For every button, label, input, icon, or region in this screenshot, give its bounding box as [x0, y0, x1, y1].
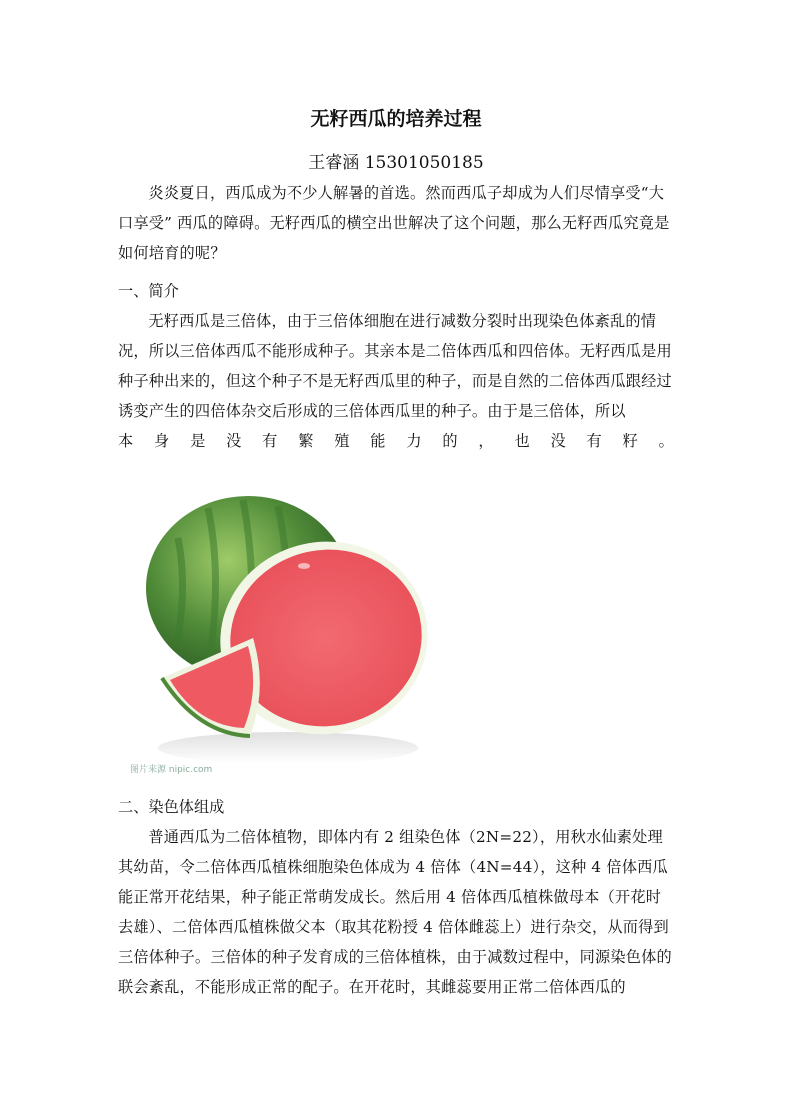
justified-last-line: 本身是没有繁殖能力的，也没有籽。	[118, 432, 674, 450]
document-title: 无籽西瓜的培养过程	[310, 108, 482, 130]
water-droplet	[298, 563, 310, 569]
image-watermark: 图片来源 nipic.com	[130, 765, 213, 775]
section-heading: 一、简介	[118, 282, 179, 300]
paragraph-text: 无籽西瓜是三倍体，由于三倍体细胞在进行减数分裂时出现染色体紊乱的情况，所以三倍体西瓜不能形成种子。其亲本是二倍体西瓜和四倍体。无籽西瓜是用种子种出来的，但这个种子不是无籽西瓜里的种子，而是自然的二倍体西瓜跟经过诱变产生的四倍体杂交后形成的三倍体西瓜里的种子。由于是三倍体，所以	[118, 312, 672, 420]
section-chromosome	[118, 792, 674, 1002]
watermelon-illustration	[118, 478, 428, 778]
author-line: 王睿涵 15301050185	[308, 153, 484, 173]
section-paragraph	[118, 306, 674, 456]
section-heading: 二、染色体组成	[118, 798, 225, 816]
section-paragraph: 普通西瓜为二倍体植物，即体内有 2 组染色体（2N=22），用秋水仙素处理其幼苗，令二倍体西瓜植株细胞染色体成为 4 倍体（4N=44），这种 4 倍体西瓜能正常开花结果，种子能正常萌发成长。然后用 4 倍体西瓜植株做母本（开花时去雄）、二倍体西瓜植株做父本（取其花粉授 4 倍体雌蕊上）进行杂交，从而得到三倍体种子。三倍体的种子发育成的三倍体植株，由于减数过程中，同源染色体的联会紊乱，不能形成正常的配子。在开花时，其雌蕊要用正常二倍体西瓜的	[118, 828, 672, 996]
intro-paragraph: 炎炎夏日，西瓜成为不少人解暑的首选。然而西瓜子却成为人们尽情享受“大口享受” 西瓜的障碍。无籽西瓜的横空出世解决了这个问题，那么无籽西瓜究竟是如何培育的呢？	[118, 184, 670, 262]
watermelon-image	[118, 478, 428, 778]
shadow	[158, 732, 418, 764]
intro-block	[118, 178, 674, 268]
section-intro	[118, 276, 674, 456]
